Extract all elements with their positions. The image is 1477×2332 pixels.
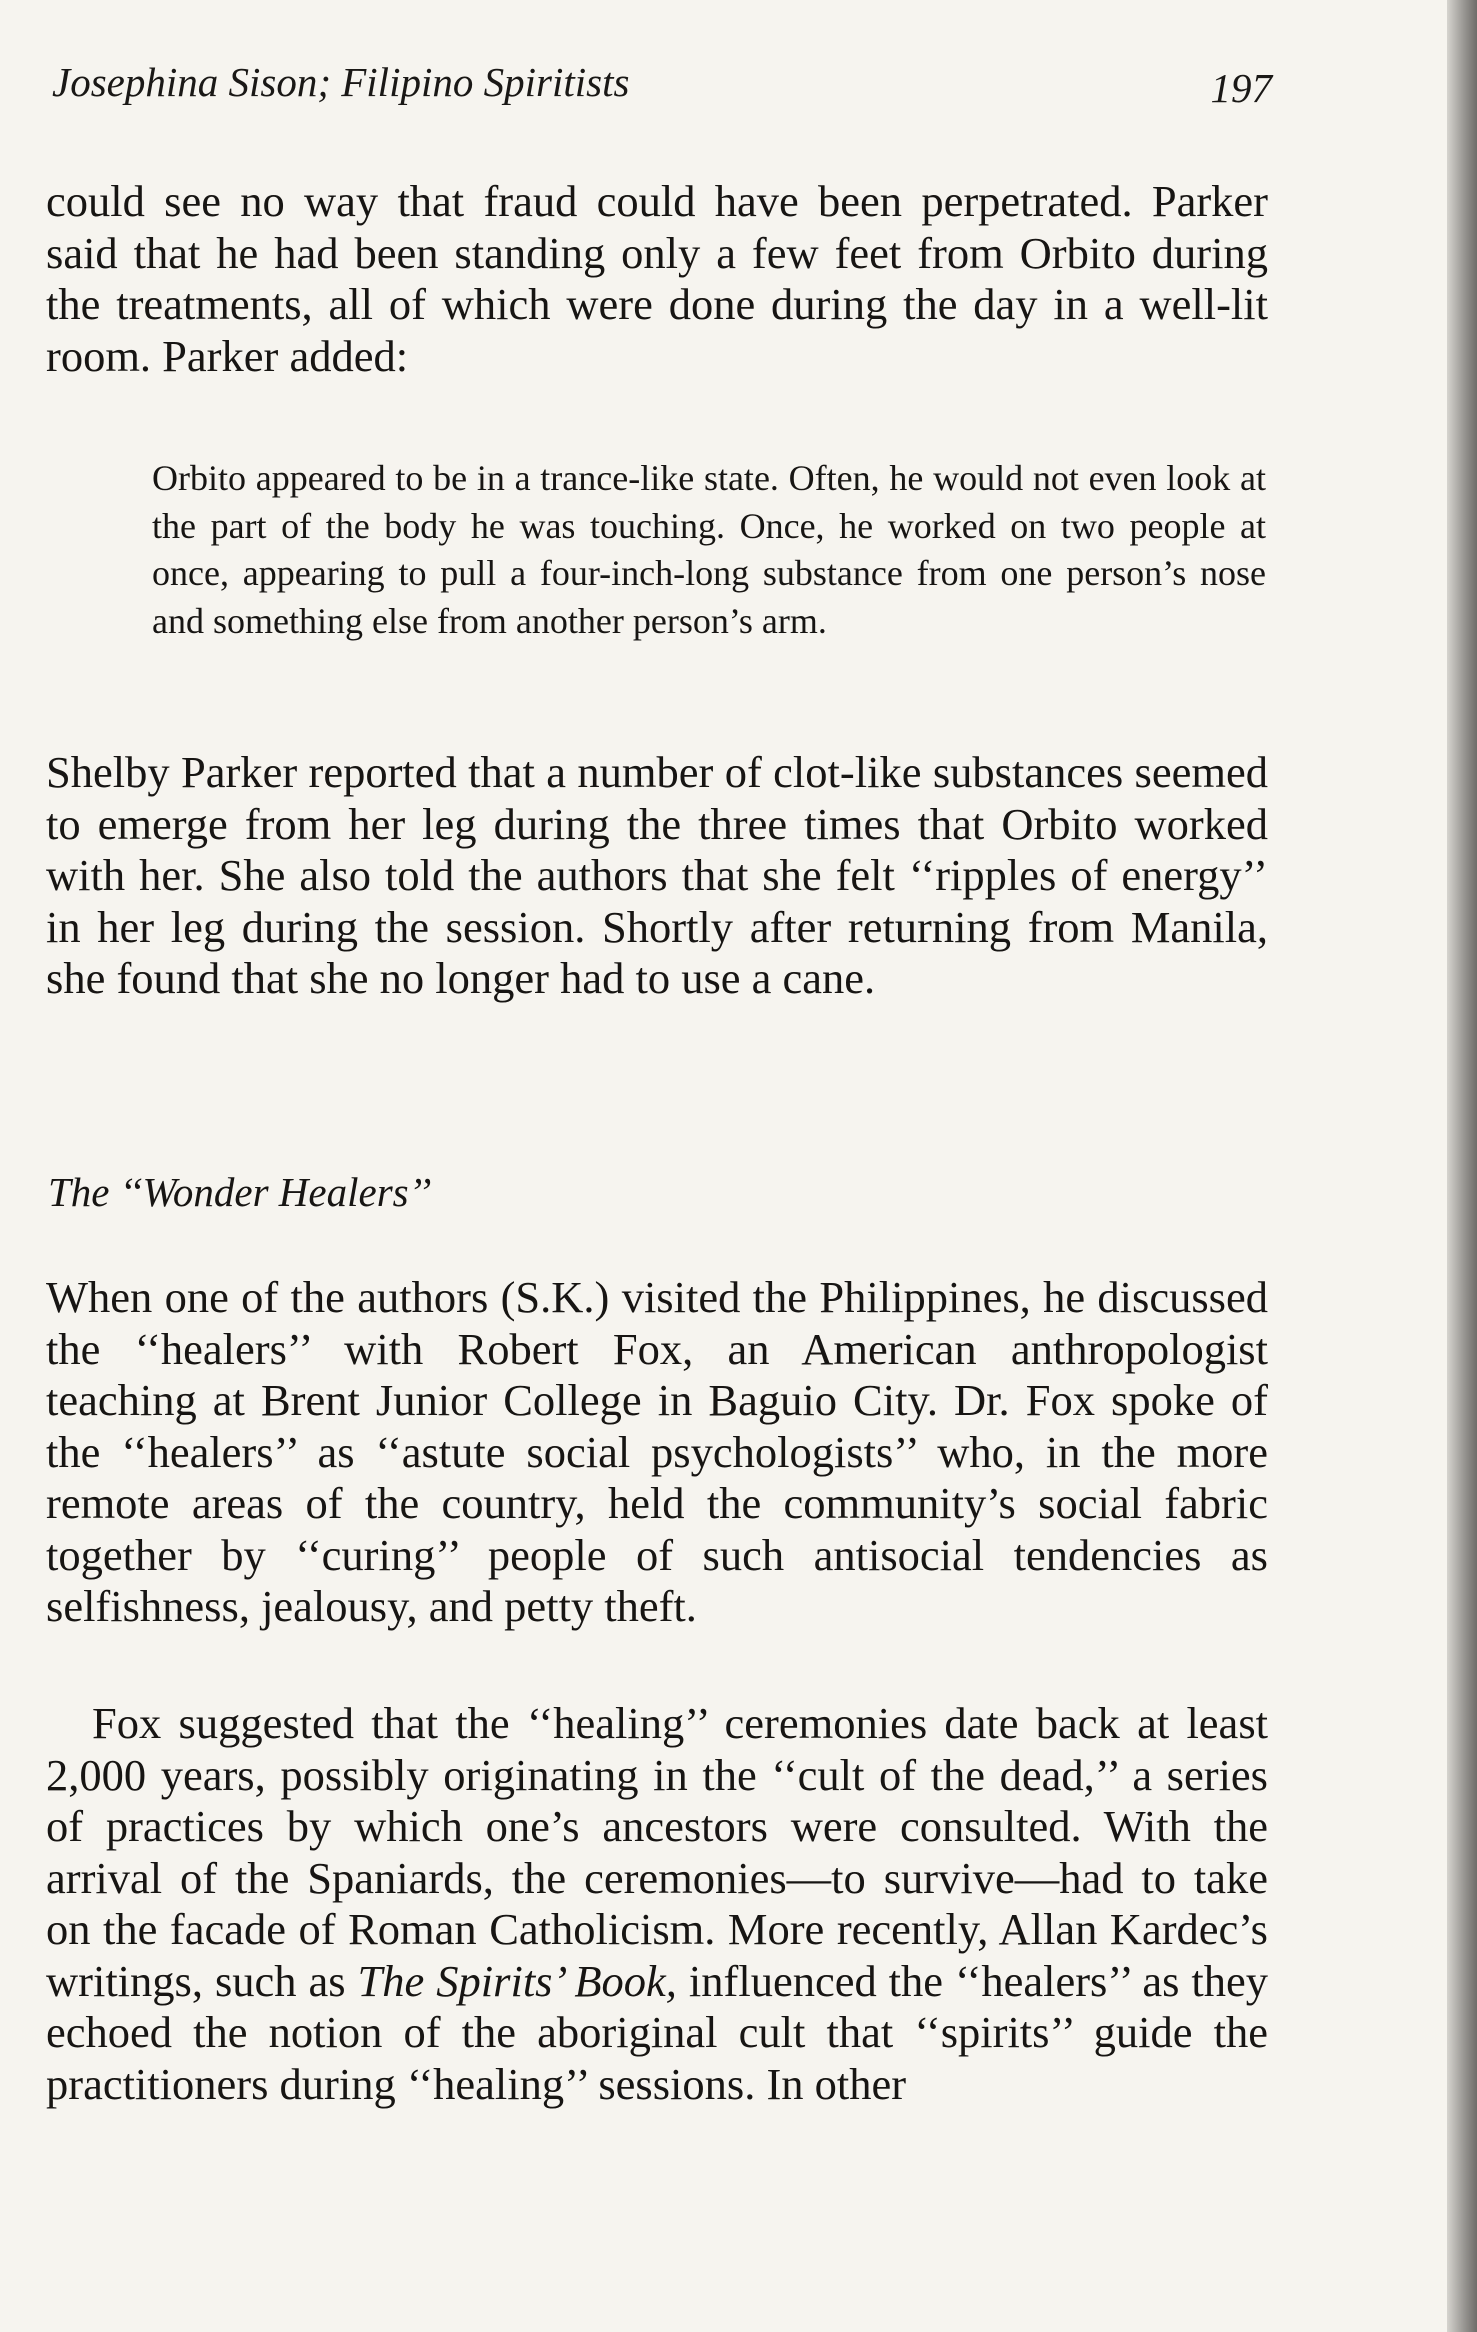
paragraph-3: When one of the authors (S.K.) visited the Philippines, he discussed the ‘‘healers’’ with Robert Fox, an American anthropologist teaching at Brent Junior College in Baguio City. Dr. Fox spoke of the ‘‘healers’’ as ‘‘astute social psychologists’’ who, in the more remote areas of the country, held the community’s social fabric together by ‘‘curing’’ people of such antisocial tendencies as selfishness, jealousy, and petty theft.: [46, 1272, 1268, 1631]
block-quote: [152, 455, 1266, 645]
paragraph-2-block: [46, 747, 1268, 1005]
running-title: Josephina Sison; Filipino Spiritists: [52, 59, 630, 105]
section-heading: The ‘‘Wonder Healers’’: [48, 1169, 432, 1215]
paragraph-3-block: [46, 1272, 1268, 1633]
paragraph-4-block: [46, 1698, 1268, 2110]
page-number: 197: [1210, 65, 1272, 111]
quote-text: Orbito appeared to be in a trance-like state. Often, he would not even look at the part of the body he was touching. Once, he worked on two people at once, appearing to pull a four-inch-long substance from one person’s nose and something else from another person’s arm.: [152, 458, 1266, 641]
paragraph-1: could see no way that fraud could have been perpetrated. Parker said that he had been standing only a few feet from Orbito during the treatments, all of which were done during the day in a well-lit room. Parker added:: [46, 176, 1268, 381]
paragraph-4-text-a: Fox suggested that the ‘‘healing’’ ceremonies date back at least 2,000 years, possibly originating in the ‘‘cult of the dead,’’ a series of practices by which one’s ancestors were consulted. With the arrival of the Spaniards, the ceremonies—to survive—had to take on the facade of Roman Catholicism. More recently, Allan Kardec’s writings, such as: [46, 1698, 1268, 2006]
page-edge-shadow: [1447, 0, 1477, 2332]
book-title: The Spirits’ Book,: [357, 1955, 677, 2006]
paragraph-4-text-b: influenced the ‘‘healers’’ as they echoed the notion of the aboriginal cult that ‘‘spirits’’ guide the practitioners during ‘‘healing’’ sessions. In other: [46, 1955, 1269, 2109]
paragraph-2: Shelby Parker reported that a number of clot-like substances seemed to emerge from her leg during the three times that Orbito worked with her. She also told the authors that she felt ‘‘ripples of energy’’ in her leg during the session. Shortly after returning from Manila, she found that she no longer had to use a cane.: [46, 747, 1268, 1003]
paragraph-4: [46, 1698, 1268, 2110]
section-heading-block: [48, 1168, 1270, 1216]
paragraph-1-block: [46, 176, 1268, 382]
